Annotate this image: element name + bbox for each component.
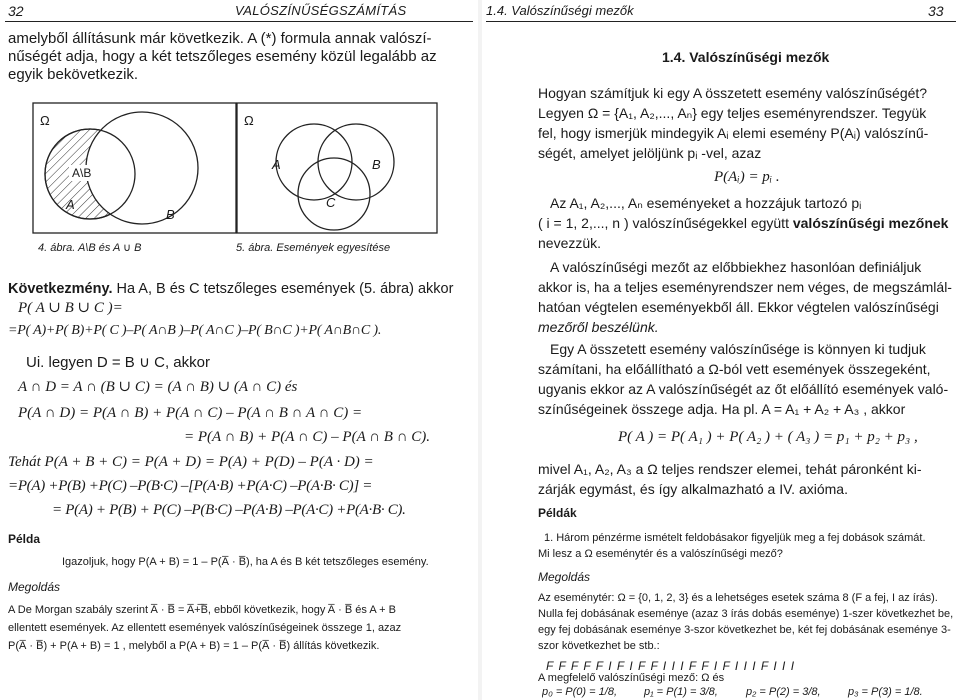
paragraph-line: [538, 214, 948, 232]
equation: P( A ) = P( A₁ ) + P( A₂ ) + ( A₃ ) = p₁ + p₂ + p₃ ,: [618, 429, 918, 445]
equation: P( A ∪ B ∪ C )=: [18, 300, 123, 316]
corollary-line: [8, 280, 453, 298]
probability-expression: = P(0) =: [555, 686, 596, 698]
equation: =P( A)+P( B)+P( C )–P( A∩B )–P( A∩C )–P( B∩C )+P( A∩B∩C ).: [8, 323, 382, 338]
paragraph-line: színűségeinek összege adja. Ha pl. A = A₁ + A₂ + A₃ , akkor: [538, 401, 906, 417]
equation: =P(A) +P(B) +P(C) –P(B·C) –[P(A·B) +P(A·C) –P(A·B· C)] =: [8, 478, 373, 494]
set-b-circle: [318, 124, 394, 200]
example-line: 1. Három pénzérme ismételt feldobásakor figyeljük meg a fej dobások számát.: [544, 532, 926, 544]
probability-denominator: 8: [607, 686, 614, 698]
example-label: Példák: [538, 506, 577, 520]
solution-line: A megfelelő valószínűségi mező: Ω és: [538, 672, 725, 684]
corollary-text: Ha A, B és C tetszőleges események (5. ábra) akkor: [112, 281, 454, 297]
probability-denominator: 8: [708, 686, 715, 698]
figure-4-venn-diagram: [32, 102, 237, 234]
paragraph-line: akkor is, ha a teljes eseményrendszer nem véges, de megszámlál-: [538, 279, 952, 295]
header-rule: [486, 21, 956, 22]
omega-label: Ω: [244, 113, 254, 128]
probability-numerator: 3: [699, 686, 706, 698]
running-head: 1.4. Valószínűségi mezők: [486, 3, 634, 18]
intro-line: amelyből állításunk már következik. A (*) formula annak valószí-: [8, 30, 432, 47]
probability-item: p₂ = P(2) = 3/8,: [746, 686, 821, 698]
probability-item: p₃ = P(3) = 1/8.: [848, 686, 923, 698]
probability-denominator: 8: [913, 686, 920, 698]
equation: Tehát P(A + B + C) = P(A + D) = P(A) + P(D) – P(A · D) =: [8, 454, 374, 470]
right-page: [482, 0, 960, 700]
solution-line: ellentett események. Az ellentett események valószínűségeinek összege 1, azaz: [8, 622, 402, 634]
paragraph-line: mivel A₁, A₂, A₃ a Ω teljes rendszer elemei, tehát páronként ki-: [538, 461, 922, 477]
paragraph-line: számítani, ha előállítható a Ω-ból vett események összegeként,: [538, 361, 931, 377]
figure-4-caption: 4. ábra. A\B és A ∪ B: [38, 242, 142, 254]
sample-space-box: [237, 103, 437, 233]
probability-symbol: p₃: [848, 686, 859, 698]
equation: = P(A) + P(B) + P(C) –P(B·C) –P(A·B) –P(A·C) +P(A·B· C).: [52, 502, 406, 518]
page-number: 33: [928, 3, 944, 19]
probability-numerator: 1: [598, 686, 605, 698]
set-b-circle: [86, 112, 198, 224]
example-text: Igazoljuk, hogy P(A + B) = 1 – P(A̅ · B̅), ha A és B két tetszőleges esemény.: [62, 556, 429, 568]
equation: P(Aᵢ) = pᵢ .: [714, 169, 780, 185]
set-label-a: A: [272, 157, 281, 172]
intro-line: egyik bekövetkezik.: [8, 66, 139, 83]
section-title: 1.4. Valószínűségi mezők: [662, 49, 830, 65]
page-number: 32: [8, 3, 24, 19]
set-label-b: B: [166, 207, 175, 222]
set-label-c: C: [326, 195, 336, 210]
probability-numerator: 1: [904, 686, 911, 698]
probability-denominator: 8: [811, 686, 818, 698]
figure-5-venn-diagram: [236, 102, 438, 234]
set-label-b: B: [372, 157, 381, 172]
paragraph-line: ugyanis ekkor az A valószínűségét az őt előállító események való-: [538, 381, 949, 397]
left-page: [0, 0, 478, 700]
equation: A ∩ D = A ∩ (B ∪ C) = (A ∩ B) ∪ (A ∩ C) és: [18, 379, 298, 395]
omega-label: Ω: [40, 113, 50, 128]
region-label: A\B: [72, 166, 92, 180]
solution-line: Nulla fej dobásának eseménye (azaz 3 írás dobás eseménye) 1-szer következhet be,: [538, 608, 954, 620]
paragraph-line: zárják egymást, és így alkalmazható a IV. axióma.: [538, 481, 848, 497]
solution-line: szor következhet be stb.:: [538, 640, 660, 652]
probability-numerator: 3: [802, 686, 809, 698]
paragraph-line: ségét, amelyet jelöljünk pᵢ -vel, azaz: [538, 145, 762, 161]
solution-line: P(A̅ · B̅) + P(A + B) = 1 , melyből a P(A + B) = 1 – P(A̅ · B̅) állítás következik.: [8, 640, 380, 652]
intro-line: nűségét adja, hogy a két tetszőleges esemény közül legalább az: [8, 48, 437, 65]
probability-item: p₀ = P(0) = 1/8,: [542, 686, 618, 698]
running-head: VALÓSZÍNŰSÉGSZÁMÍTÁS: [235, 3, 407, 18]
figure-5-caption: 5. ábra. Események egyesítése: [236, 242, 391, 254]
solution-line: egy fej dobásának eseménye 3-szor következhet be, két fej dobásának eseménye 3-: [538, 624, 951, 636]
outcomes-list: F F F F F I F I F F I I I F F I F I I I F I I I: [546, 659, 796, 673]
paragraph-line: A valószínűségi mezőt az előbbiekhez hasonlóan definiáljuk: [550, 259, 922, 275]
probability-item: p₁ = P(1) = 3/8,: [644, 686, 718, 698]
probability-row: [542, 686, 952, 700]
probability-expression: = P(2) =: [759, 686, 800, 698]
equation: = P(A ∩ B) + P(A ∩ C) – P(A ∩ B ∩ C).: [184, 429, 431, 445]
corollary-label: Következmény.: [8, 281, 113, 297]
solution-line: Az eseménytér: Ω = {0, 1, 2, 3} és a lehetséges esetek száma 8 (F a fej, I az írás).: [538, 592, 938, 604]
probability-expression: = P(3) =: [861, 686, 902, 698]
text-run: ( i = 1, 2,..., n ) valószínűségekkel együtt: [538, 215, 793, 231]
equation: P(A ∩ D) = P(A ∩ B) + P(A ∩ C) – P(A ∩ B ∩ A ∩ C) =: [18, 405, 363, 421]
probability-symbol: p₀: [542, 686, 553, 698]
solution-line: A De Morgan szabály szerint A̅ · B̅ = A̅+̅B̅, ebből következik, hogy A̅ · B̅ és A + B: [8, 604, 396, 616]
set-label-a: A: [66, 197, 75, 212]
solution-label: Megoldás: [538, 570, 591, 584]
paragraph-line: Az A₁, A₂,..., Aₙ eseményeket a hozzájuk tartozó pᵢ: [550, 195, 862, 211]
bold-term: valószínűségi mezőnek: [792, 215, 949, 231]
probability-expression: = P(1) =: [656, 686, 697, 698]
proof-line: Ui. legyen D = B ∪ C, akkor: [26, 354, 210, 371]
header-rule: [5, 21, 473, 22]
paragraph-line: Hogyan számítjuk ki egy A összetett esemény valószínűségét?: [538, 85, 928, 101]
solution-label: Megoldás: [8, 580, 61, 594]
probability-symbol: p₁: [644, 686, 654, 698]
paragraph-line: Legyen Ω = {A₁, A₂,..., Aₙ} egy teljes eseményrendszer. Tegyük: [538, 105, 927, 121]
set-a-circle: [276, 124, 352, 200]
paragraph-line: nevezzük.: [538, 235, 602, 251]
paragraph-line: Egy A összetett esemény valószínűsége is könnyen ki tudjuk: [550, 341, 926, 357]
paragraph-line: hatóan végtelen eseményekből áll. Ekkor végtelen valószínűségi: [538, 299, 939, 315]
example-line: Mi lesz a Ω eseménytér és a valószínűségi mező?: [538, 548, 783, 560]
paragraph-line: fel, hogy ismerjük mindegyik Aᵢ elemi esemény P(Aᵢ) valószínű-: [538, 125, 929, 141]
example-label: Példa: [8, 532, 41, 546]
paragraph-line: mezőről beszélünk.: [538, 319, 659, 335]
probability-symbol: p₂: [746, 686, 757, 698]
